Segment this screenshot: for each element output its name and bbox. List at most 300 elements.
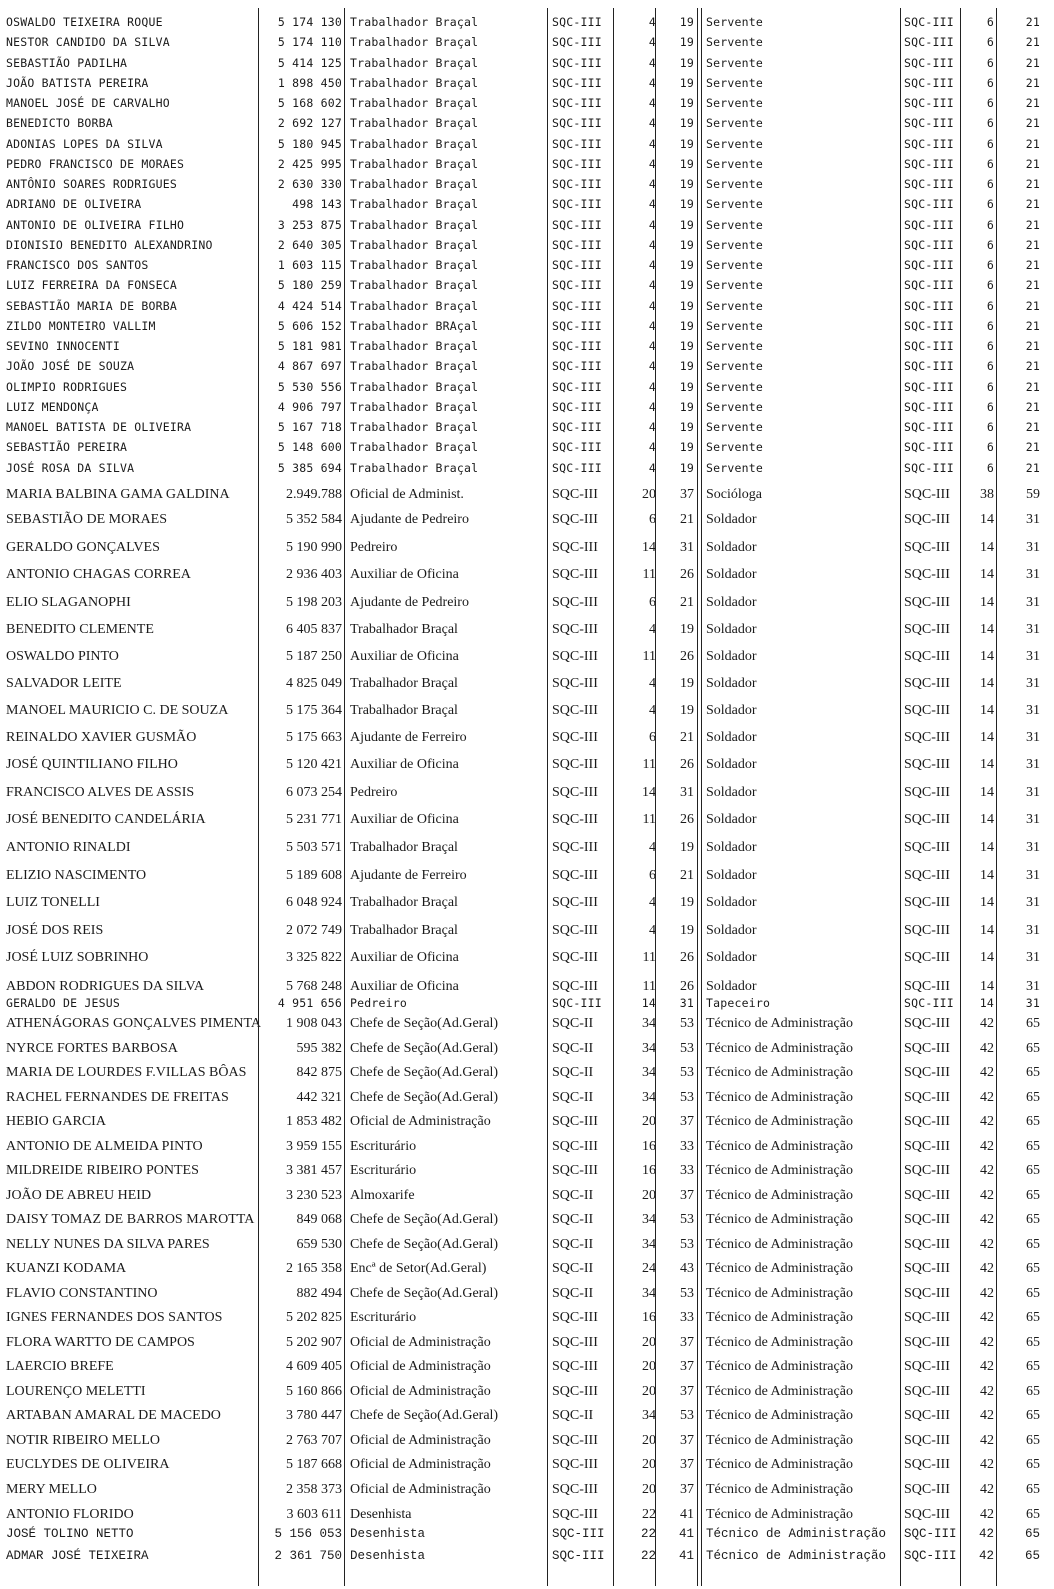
cell-to-ref: 14 <box>980 730 994 745</box>
cell-from-table: SQC-III <box>552 595 598 610</box>
cell-from-title: Chefe de Seção(Ad.Geral) <box>350 1286 499 1301</box>
cell-to-grade: 21 <box>1025 96 1040 110</box>
cell-to-title: Servente <box>706 137 763 151</box>
cell-from-ref: 20 <box>642 1384 656 1399</box>
cell-reg: 5 156 053 <box>274 1527 342 1541</box>
column-rule <box>996 8 997 1586</box>
cell-from-ref: 4 <box>648 177 656 191</box>
cell-to-grade: 31 <box>1026 895 1040 910</box>
cell-from-title: Encª de Setor(Ad.Geral) <box>350 1261 487 1276</box>
table-row <box>0 671 1054 697</box>
cell-name: SEBASTIÃO PADILHA <box>6 56 128 70</box>
cell-from-ref: 4 <box>648 35 656 49</box>
cell-to-title: Soldador <box>706 979 757 994</box>
cell-to-table: SQC-III <box>904 461 954 475</box>
cell-to-grade: 65 <box>1026 1286 1040 1301</box>
cell-from-grade: 53 <box>680 1016 694 1031</box>
cell-from-grade: 53 <box>680 1090 694 1105</box>
cell-to-title: Soldador <box>706 785 757 800</box>
cell-name: MERY MELLO <box>6 1482 97 1497</box>
cell-to-table: SQC-III <box>904 1139 950 1154</box>
cell-to-title: Soldador <box>706 950 757 965</box>
cell-from-ref: 34 <box>642 1016 656 1031</box>
table-row <box>0 535 1054 561</box>
cell-from-table: SQC-III <box>552 1433 598 1448</box>
cell-to-title: Soldador <box>706 512 757 527</box>
cell-reg: 1 603 115 <box>277 258 342 272</box>
cell-to-ref: 14 <box>980 840 994 855</box>
cell-to-ref: 42 <box>980 1261 994 1276</box>
cell-to-grade: 21 <box>1025 400 1040 414</box>
cell-to-title: Técnico de Administração <box>706 1163 853 1178</box>
cell-to-table: SQC-III <box>904 96 954 110</box>
cell-from-title: Pedreiro <box>350 540 398 555</box>
cell-from-ref: 4 <box>648 15 656 29</box>
cell-reg: 5 175 663 <box>286 730 342 745</box>
cell-to-title: Técnico de Administração <box>706 1237 853 1252</box>
cell-from-ref: 4 <box>648 258 656 272</box>
cell-name: HEBIO GARCIA <box>6 1114 106 1129</box>
cell-from-ref: 34 <box>642 1212 656 1227</box>
cell-to-ref: 42 <box>980 1457 994 1472</box>
cell-from-ref: 22 <box>640 1527 656 1541</box>
table-row <box>0 945 1054 971</box>
table-row <box>0 507 1054 533</box>
cell-to-table: SQC-III <box>904 15 954 29</box>
cell-from-ref: 16 <box>642 1163 656 1178</box>
cell-from-title: Trabalhador Braçal <box>350 177 479 191</box>
cell-to-grade: 21 <box>1025 157 1040 171</box>
table-row <box>0 590 1054 616</box>
table-row <box>0 134 1054 154</box>
cell-from-table: SQC-III <box>552 730 598 745</box>
cell-reg: 2.949.788 <box>286 487 342 502</box>
cell-name: SEBASTIÃO PEREIRA <box>6 440 128 454</box>
cell-from-grade: 33 <box>680 1163 694 1178</box>
cell-name: JOÃO JOSÉ DE SOUZA <box>6 359 135 373</box>
cell-reg: 5 174 130 <box>277 15 342 29</box>
cell-name: ZILDO MONTEIRO VALLIM <box>6 319 156 333</box>
cell-from-table: SQC-III <box>552 622 598 637</box>
cell-to-ref: 42 <box>980 1482 994 1497</box>
cell-from-grade: 26 <box>680 649 694 664</box>
cell-to-title: Técnico de Administração <box>706 1433 853 1448</box>
cell-from-ref: 20 <box>642 1457 656 1472</box>
cell-to-ref: 6 <box>986 76 994 90</box>
cell-to-grade: 31 <box>1026 540 1040 555</box>
cell-from-ref: 4 <box>648 400 656 414</box>
cell-reg: 4 825 049 <box>286 676 342 691</box>
cell-from-title: Chefe de Seção(Ad.Geral) <box>350 1408 499 1423</box>
cell-from-title: Trabalhador Braçal <box>350 400 479 414</box>
cell-from-table: SQC-III <box>552 757 598 772</box>
cell-from-grade: 19 <box>680 703 694 718</box>
cell-reg: 882 494 <box>296 1286 342 1301</box>
cell-from-ref: 4 <box>648 440 656 454</box>
cell-to-title: Servente <box>706 339 763 353</box>
cell-name: GERALDO GONÇALVES <box>6 540 160 555</box>
cell-from-grade: 53 <box>680 1408 694 1423</box>
cell-name: ATHENÁGORAS GONÇALVES PIMENTA <box>6 1016 262 1031</box>
cell-to-ref: 14 <box>980 950 994 965</box>
table-row <box>0 93 1054 113</box>
cell-to-grade: 65 <box>1026 1041 1040 1056</box>
cell-to-ref: 42 <box>980 1016 994 1031</box>
cell-to-table: SQC-III <box>904 996 954 1010</box>
cell-from-title: Escriturário <box>350 1163 417 1178</box>
table-row <box>0 1257 1054 1281</box>
cell-reg: 849 068 <box>296 1212 342 1227</box>
cell-to-title: Técnico de Administração <box>706 1041 853 1056</box>
cell-to-grade: 65 <box>1026 1310 1040 1325</box>
cell-from-ref: 4 <box>648 137 656 151</box>
cell-to-title: Técnico de Administração <box>706 1482 853 1497</box>
cell-from-table: SQC-III <box>552 35 602 49</box>
cell-from-grade: 19 <box>680 840 694 855</box>
cell-to-title: Técnico de Administração <box>706 1359 853 1374</box>
cell-to-table: SQC-III <box>904 339 954 353</box>
cell-to-title: Técnico de Administração <box>706 1384 853 1399</box>
cell-from-table: SQC-II <box>552 1065 594 1080</box>
cell-from-ref: 20 <box>642 487 656 502</box>
cell-reg: 1 908 043 <box>286 1016 342 1031</box>
cell-from-table: SQC-III <box>552 996 602 1010</box>
cell-from-table: SQC-III <box>552 1114 598 1129</box>
cell-from-grade: 31 <box>680 540 694 555</box>
column-rule <box>960 8 961 1586</box>
cell-to-title: Técnico de Administração <box>706 1549 887 1563</box>
cell-from-table: SQC-III <box>552 76 602 90</box>
cell-to-title: Servente <box>706 15 763 29</box>
cell-to-title: Servente <box>706 420 763 434</box>
cell-from-title: Trabalhador Braçal <box>350 218 479 232</box>
cell-to-grade: 31 <box>1026 950 1040 965</box>
cell-from-table: SQC-III <box>552 979 598 994</box>
cell-to-ref: 6 <box>986 380 994 394</box>
table-row <box>0 1404 1054 1428</box>
cell-from-grade: 53 <box>680 1065 694 1080</box>
cell-to-table: SQC-III <box>904 1090 950 1105</box>
cell-to-table: SQC-III <box>904 703 950 718</box>
cell-to-title: Servente <box>706 258 763 272</box>
table-row <box>0 1380 1054 1404</box>
cell-from-ref: 6 <box>649 730 656 745</box>
cell-to-grade: 21 <box>1025 339 1040 353</box>
cell-to-grade: 65 <box>1026 1457 1040 1472</box>
cell-to-table: SQC-III <box>904 567 950 582</box>
cell-reg: 498 143 <box>292 197 342 211</box>
cell-name: NOTIR RIBEIRO MELLO <box>6 1433 160 1448</box>
table-row <box>0 562 1054 588</box>
cell-to-table: SQC-III <box>904 157 954 171</box>
cell-to-ref: 14 <box>980 757 994 772</box>
cell-to-table: SQC-III <box>904 868 950 883</box>
cell-name: MANOEL JOSÉ DE CARVALHO <box>6 96 170 110</box>
cell-to-title: Servente <box>706 157 763 171</box>
cell-from-title: Trabalhador Braçal <box>350 137 479 151</box>
cell-from-ref: 16 <box>642 1310 656 1325</box>
cell-to-ref: 6 <box>986 177 994 191</box>
table-row <box>0 113 1054 133</box>
cell-reg: 5 606 152 <box>277 319 342 333</box>
cell-to-ref: 42 <box>980 1433 994 1448</box>
cell-reg: 595 382 <box>296 1041 342 1056</box>
cell-to-grade: 65 <box>1026 1065 1040 1080</box>
table-row <box>0 356 1054 376</box>
cell-from-table: SQC-III <box>552 15 602 29</box>
cell-to-title: Servente <box>706 197 763 211</box>
cell-name: NESTOR CANDIDO DA SILVA <box>6 35 170 49</box>
cell-reg: 2 763 707 <box>286 1433 342 1448</box>
cell-reg: 5 181 981 <box>277 339 342 353</box>
cell-from-ref: 34 <box>642 1286 656 1301</box>
cell-to-title: Servente <box>706 96 763 110</box>
cell-from-ref: 4 <box>648 299 656 313</box>
cell-to-ref: 6 <box>986 197 994 211</box>
cell-from-title: Chefe de Seção(Ad.Geral) <box>350 1237 499 1252</box>
cell-from-title: Chefe de Seção(Ad.Geral) <box>350 1041 499 1056</box>
cell-from-title: Trabalhador Braçal <box>350 703 458 718</box>
cell-from-table: SQC-III <box>552 197 602 211</box>
cell-reg: 5 160 866 <box>286 1384 342 1399</box>
cell-to-title: Soldador <box>706 923 757 938</box>
cell-reg: 3 603 611 <box>286 1507 342 1522</box>
cell-reg: 4 609 405 <box>286 1359 342 1374</box>
cell-from-table: SQC-III <box>552 487 598 502</box>
column-rule <box>613 8 614 1586</box>
cell-to-table: SQC-III <box>904 1507 950 1522</box>
cell-to-table: SQC-III <box>904 258 954 272</box>
cell-from-table: SQC-III <box>552 137 602 151</box>
table-row <box>0 73 1054 93</box>
cell-from-table: SQC-III <box>552 1310 598 1325</box>
cell-to-ref: 14 <box>980 868 994 883</box>
cell-from-ref: 4 <box>648 116 656 130</box>
cell-from-table: SQC-III <box>552 177 602 191</box>
cell-to-ref: 42 <box>980 1041 994 1056</box>
cell-to-table: SQC-III <box>904 1457 950 1472</box>
cell-from-title: Pedreiro <box>350 996 407 1010</box>
table-row <box>0 32 1054 52</box>
cell-from-grade: 21 <box>680 868 694 883</box>
cell-from-title: Trabalhador Braçal <box>350 96 479 110</box>
cell-to-grade: 65 <box>1024 1527 1040 1541</box>
cell-to-ref: 6 <box>986 258 994 272</box>
cell-from-grade: 19 <box>680 676 694 691</box>
cell-reg: 4 951 656 <box>277 996 342 1010</box>
cell-from-title: Trabalhador Braçal <box>350 420 479 434</box>
cell-from-table: SQC-III <box>552 923 598 938</box>
cell-to-ref: 14 <box>980 979 994 994</box>
cell-from-table: SQC-II <box>552 1286 594 1301</box>
cell-from-ref: 11 <box>642 649 656 664</box>
cell-to-title: Servente <box>706 76 763 90</box>
cell-from-ref: 4 <box>648 359 656 373</box>
cell-from-grade: 19 <box>680 895 694 910</box>
cell-from-grade: 33 <box>680 1310 694 1325</box>
cell-from-title: Ajudante de Pedreiro <box>350 512 469 527</box>
cell-reg: 2 072 749 <box>286 923 342 938</box>
cell-from-grade: 19 <box>679 420 694 434</box>
cell-name: JOÃO BATISTA PEREIRA <box>6 76 149 90</box>
cell-from-title: Chefe de Seção(Ad.Geral) <box>350 1090 499 1105</box>
table-row <box>0 1208 1054 1232</box>
cell-to-grade: 21 <box>1025 299 1040 313</box>
cell-from-grade: 19 <box>679 157 694 171</box>
cell-to-table: SQC-III <box>904 1359 950 1374</box>
cell-to-table: SQC-III <box>904 400 954 414</box>
table-row <box>0 890 1054 916</box>
cell-to-ref: 42 <box>978 1527 994 1541</box>
cell-to-grade: 31 <box>1026 923 1040 938</box>
cell-to-table: SQC-III <box>904 622 950 637</box>
cell-from-table: SQC-III <box>552 840 598 855</box>
cell-to-table: SQC-III <box>904 177 954 191</box>
cell-from-title: Desenhista <box>350 1527 426 1541</box>
cell-to-grade: 65 <box>1026 1016 1040 1031</box>
cell-name: ANTONIO DE OLIVEIRA FILHO <box>6 218 185 232</box>
cell-from-table: SQC-III <box>552 1335 598 1350</box>
cell-from-grade: 21 <box>680 730 694 745</box>
cell-to-grade: 65 <box>1026 1114 1040 1129</box>
cell-reg: 5 503 571 <box>286 840 342 855</box>
cell-to-table: SQC-III <box>904 1261 950 1276</box>
cell-to-title: Soldador <box>706 730 757 745</box>
cell-to-grade: 65 <box>1026 1139 1040 1154</box>
cell-name: SEVINO INNOCENTI <box>6 339 120 353</box>
cell-from-title: Oficial de Administração <box>350 1359 491 1374</box>
cell-to-ref: 6 <box>986 299 994 313</box>
table-row <box>0 1478 1054 1502</box>
cell-to-table: SQC-III <box>904 487 950 502</box>
cell-from-grade: 19 <box>679 400 694 414</box>
cell-from-title: Auxiliar de Oficina <box>350 649 459 664</box>
cell-name: GERALDO DE JESUS <box>6 996 120 1010</box>
cell-name: KUANZI KODAMA <box>6 1261 127 1276</box>
cell-to-grade: 65 <box>1026 1482 1040 1497</box>
cell-to-title: Soldador <box>706 540 757 555</box>
cell-reg: 2 361 750 <box>274 1549 342 1563</box>
table-row <box>0 1037 1054 1061</box>
table-row <box>0 316 1054 336</box>
cell-from-ref: 11 <box>642 950 656 965</box>
cell-to-table: SQC-III <box>904 1114 950 1129</box>
cell-from-grade: 19 <box>679 299 694 313</box>
cell-from-ref: 4 <box>648 76 656 90</box>
cell-from-grade: 37 <box>680 1433 694 1448</box>
table-row <box>0 1233 1054 1257</box>
cell-reg: 5 168 602 <box>277 96 342 110</box>
cell-reg: 6 048 924 <box>286 895 342 910</box>
cell-to-grade: 21 <box>1025 380 1040 394</box>
cell-name: ARTABAN AMARAL DE MACEDO <box>6 1408 221 1423</box>
cell-to-table: SQC-III <box>904 1041 950 1056</box>
cell-from-ref: 14 <box>641 996 656 1010</box>
cell-to-grade: 65 <box>1026 1090 1040 1105</box>
table-row <box>0 417 1054 437</box>
cell-to-ref: 14 <box>979 996 994 1010</box>
cell-to-grade: 21 <box>1025 76 1040 90</box>
cell-to-title: Técnico de Administração <box>706 1016 853 1031</box>
cell-from-ref: 6 <box>649 868 656 883</box>
table-row <box>0 1086 1054 1110</box>
cell-name: LUIZ TONELLI <box>6 895 100 910</box>
table-row <box>0 807 1054 833</box>
cell-name: JOÃO DE ABREU HEID <box>6 1188 152 1203</box>
cell-reg: 4 906 797 <box>277 400 342 414</box>
cell-to-title: Servente <box>706 56 763 70</box>
cell-from-ref: 4 <box>648 420 656 434</box>
table-row <box>0 482 1054 508</box>
cell-to-grade: 65 <box>1026 1163 1040 1178</box>
cell-name: REINALDO XAVIER GUSMÃO <box>6 730 197 745</box>
cell-from-grade: 19 <box>679 137 694 151</box>
cell-to-title: Servente <box>706 116 763 130</box>
cell-to-title: Soldador <box>706 595 757 610</box>
table-row <box>0 644 1054 670</box>
cell-from-ref: 4 <box>648 218 656 232</box>
cell-from-table: SQC-III <box>552 380 602 394</box>
cell-reg: 5 231 771 <box>286 812 342 827</box>
cell-reg: 5 120 421 <box>286 757 342 772</box>
cell-reg: 5 189 608 <box>286 868 342 883</box>
cell-from-table: SQC-III <box>552 1139 598 1154</box>
cell-name: OSWALDO PINTO <box>6 649 119 664</box>
table-row <box>0 1355 1054 1379</box>
cell-to-title: Soldador <box>706 895 757 910</box>
cell-reg: 2 358 373 <box>286 1482 342 1497</box>
cell-reg: 3 325 822 <box>286 950 342 965</box>
cell-to-ref: 14 <box>980 649 994 664</box>
table-row <box>0 725 1054 751</box>
cell-from-title: Trabalhador Braçal <box>350 895 458 910</box>
table-row <box>0 1429 1054 1453</box>
cell-to-title: Soldador <box>706 757 757 772</box>
cell-to-grade: 21 <box>1025 440 1040 454</box>
cell-from-title: Ajudante de Ferreiro <box>350 868 467 883</box>
cell-from-title: Trabalhador Braçal <box>350 923 458 938</box>
cell-from-ref: 14 <box>642 785 656 800</box>
cell-from-title: Trabalhador Braçal <box>350 380 479 394</box>
cell-from-grade: 53 <box>680 1237 694 1252</box>
cell-to-grade: 31 <box>1026 757 1040 772</box>
cell-from-ref: 4 <box>649 923 656 938</box>
table-row <box>0 1546 1054 1566</box>
cell-from-table: SQC-III <box>552 278 602 292</box>
cell-from-title: Oficial de Administração <box>350 1457 491 1472</box>
cell-to-ref: 6 <box>986 96 994 110</box>
cell-to-ref: 42 <box>978 1549 994 1563</box>
cell-from-ref: 4 <box>648 238 656 252</box>
cell-to-table: SQC-III <box>904 56 954 70</box>
cell-to-grade: 65 <box>1026 1359 1040 1374</box>
cell-to-table: SQC-III <box>904 1482 950 1497</box>
cell-from-title: Auxiliar de Oficina <box>350 757 459 772</box>
cell-from-title: Chefe de Seção(Ad.Geral) <box>350 1212 499 1227</box>
cell-from-ref: 16 <box>642 1139 656 1154</box>
column-rule <box>900 8 901 1586</box>
cell-from-table: SQC-III <box>552 116 602 130</box>
cell-from-title: Chefe de Seção(Ad.Geral) <box>350 1016 499 1031</box>
cell-from-grade: 19 <box>680 622 694 637</box>
cell-to-title: Soldador <box>706 868 757 883</box>
cell-to-ref: 42 <box>980 1359 994 1374</box>
cell-to-grade: 21 <box>1025 238 1040 252</box>
cell-to-table: SQC-III <box>904 1237 950 1252</box>
cell-from-table: SQC-III <box>552 1527 605 1541</box>
cell-from-table: SQC-III <box>552 238 602 252</box>
cell-reg: 3 253 875 <box>277 218 342 232</box>
